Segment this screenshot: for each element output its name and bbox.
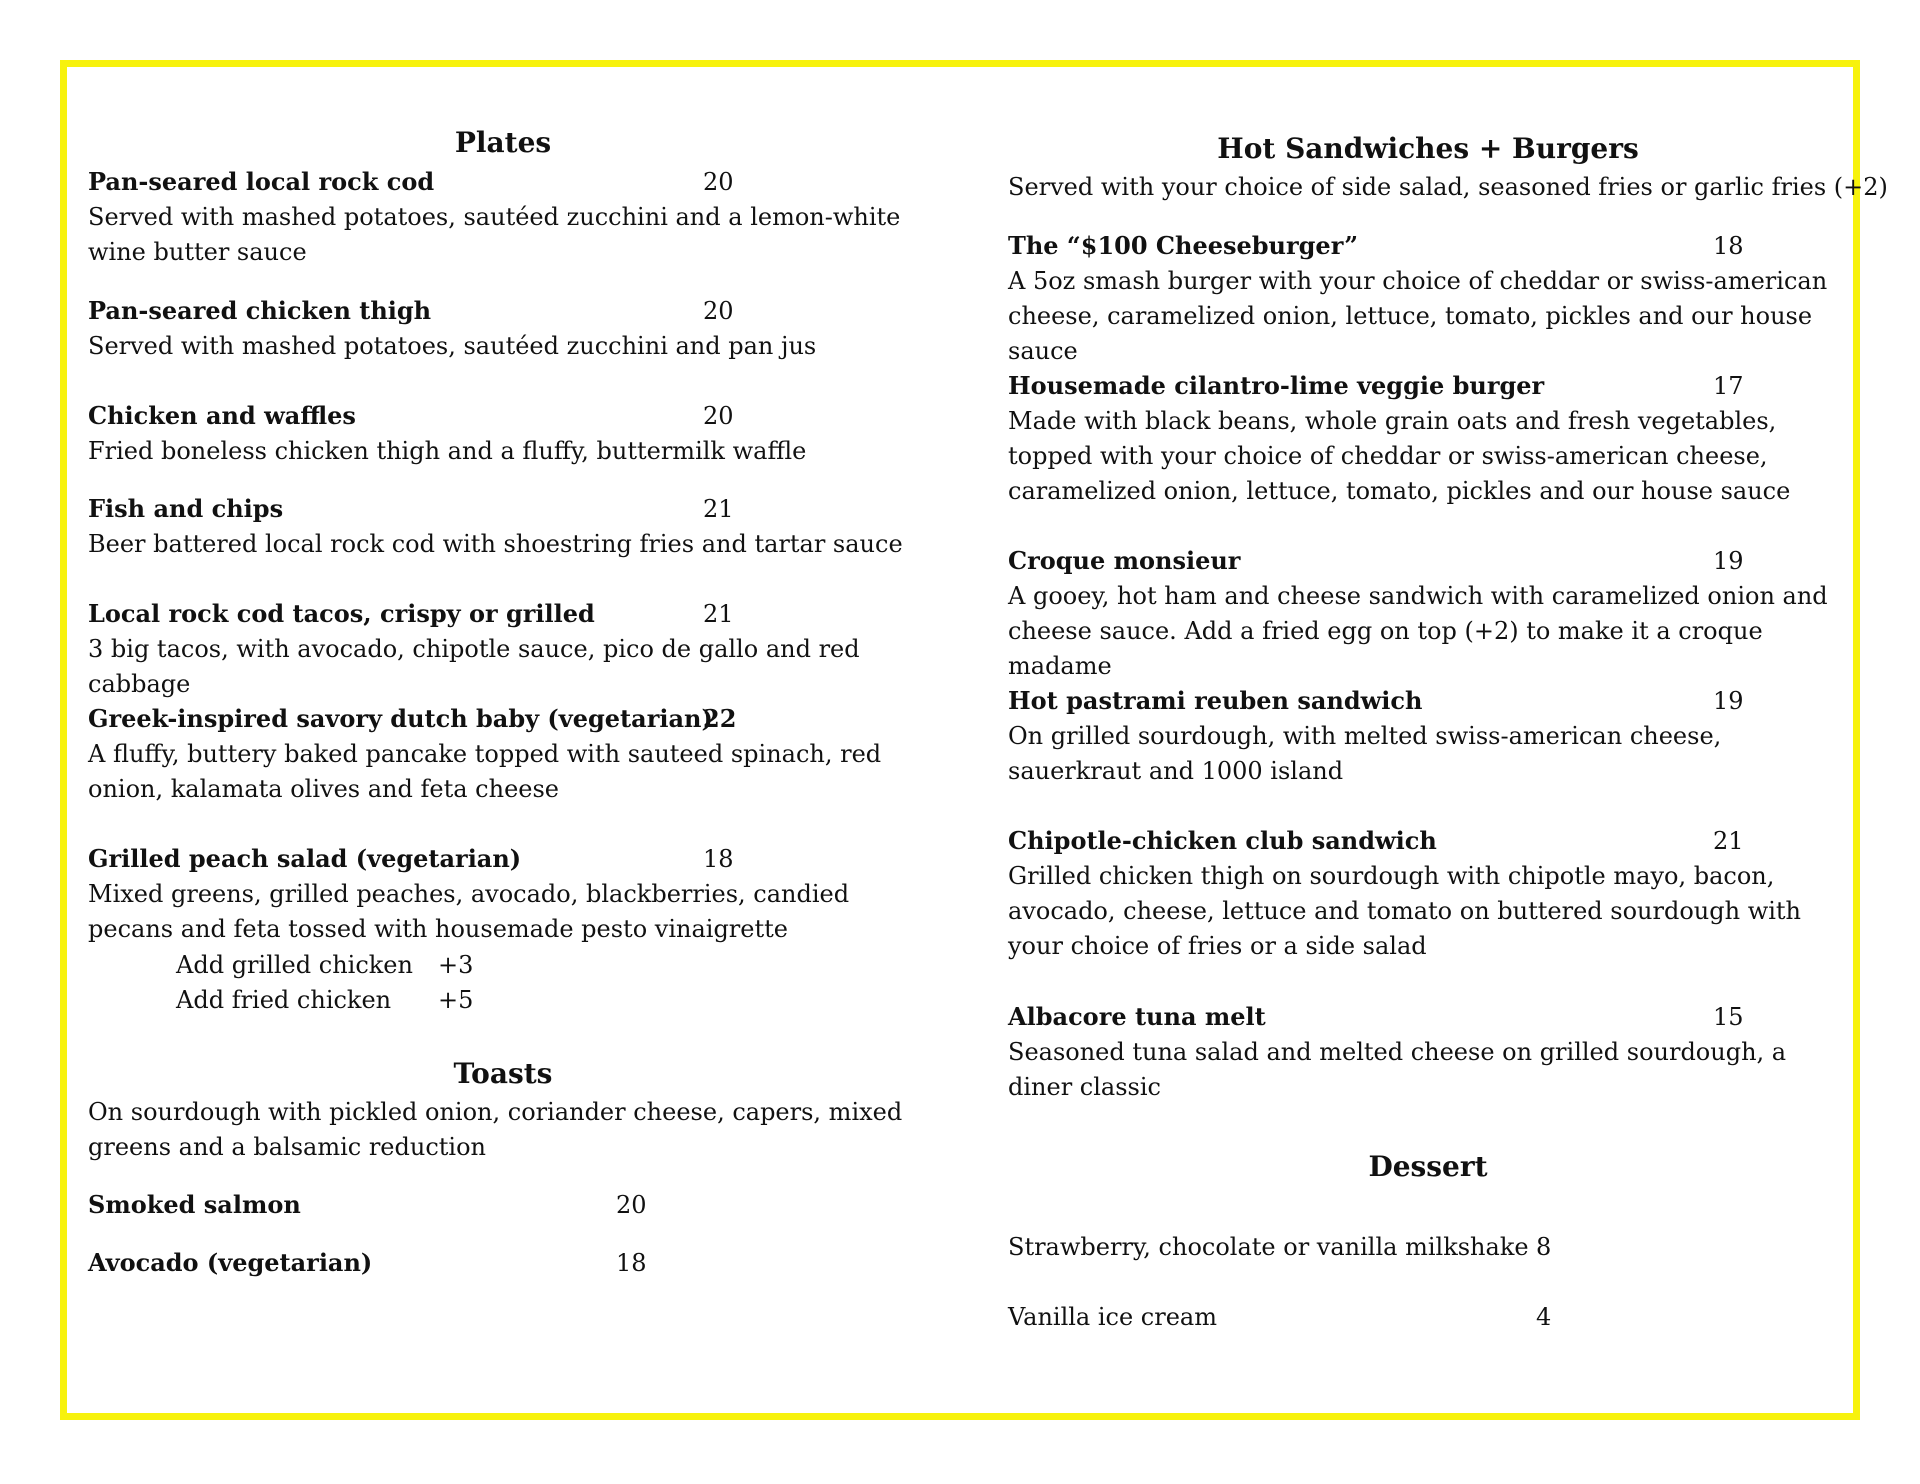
addon-label: Add fried chicken [176, 986, 392, 1014]
item-name: Chicken and waffles [88, 401, 356, 430]
item-price: 17 [1713, 372, 1744, 400]
item-name: Greek-inspired savory dutch baby (vegetarian) [88, 704, 713, 733]
item-name: Grilled peach salad (vegetarian) [88, 844, 522, 873]
toasts-subtitle: On sourdough with pickled onion, coriander cheese, capers, mixed greens and a balsamic reduction [88, 1098, 903, 1161]
item-name: The “$100 Cheeseburger” [1008, 231, 1359, 260]
addon-price: +5 [438, 986, 474, 1014]
item-name: Fish and chips [88, 494, 284, 523]
item-price: 18 [616, 1249, 647, 1277]
item-name: Hot pastrami reuben sandwich [1008, 686, 1423, 715]
item-name: Croque monsieur [1008, 546, 1241, 575]
addon-label: Add grilled chicken [176, 951, 413, 979]
item-price: 15 [1713, 1003, 1744, 1031]
sandwiches-title: Hot Sandwiches + Burgers [1217, 132, 1639, 165]
item-price: 18 [1713, 232, 1744, 260]
item-name: Avocado (vegetarian) [88, 1248, 373, 1277]
item-price: 20 [703, 402, 734, 430]
item-description: Fried boneless chicken thigh and a fluffy, buttermilk waffle [88, 437, 807, 465]
item-price: 21 [703, 495, 734, 523]
item-description: A 5oz smash burger with your choice of cheddar or swiss-american cheese, caramelized onion, lettuce, tomato, pickles and our house sauce [1008, 267, 1828, 365]
item-description: A gooey, hot ham and cheese sandwich with caramelized onion and cheese sauce. Add a fried egg on top (+2) to make it a croque madame [1008, 582, 1828, 680]
item-description: Made with black beans, whole grain oats and fresh vegetables, topped with your choice of cheddar or swiss-american cheese, caramelized onion, lettuce, tomato, pickles and our house sauce [1008, 407, 1791, 505]
item-name: Local rock cod tacos, crispy or grilled [88, 599, 595, 628]
item-description: Served with mashed potatoes, sautéed zucchini and pan jus [88, 332, 817, 360]
item-price: 18 [703, 845, 734, 873]
dessert-item-price: 8 [1536, 1233, 1552, 1261]
item-description: A fluffy, buttery baked pancake topped with sauteed spinach, red onion, kalamata olives and feta cheese [88, 740, 882, 803]
item-price: 21 [703, 600, 734, 628]
item-name: Pan-seared chicken thigh [88, 296, 432, 325]
item-name: Housemade cilantro-lime veggie burger [1008, 371, 1545, 400]
item-name: Albacore tuna melt [1008, 1002, 1266, 1031]
item-price: 20 [703, 297, 734, 325]
item-description: Beer battered local rock cod with shoestring fries and tartar sauce [88, 530, 903, 558]
item-description: Mixed greens, grilled peaches, avocado, blackberries, candied pecans and feta tossed with housemade pesto vinaigrette [88, 880, 850, 943]
item-description: Served with mashed potatoes, sautéed zucchini and a lemon-white wine butter sauce [88, 203, 901, 266]
dessert-title: Dessert [1368, 1150, 1488, 1183]
addon-price: +3 [438, 951, 474, 979]
item-price: 19 [1713, 547, 1744, 575]
item-price: 20 [703, 168, 734, 196]
item-description: Seasoned tuna salad and melted cheese on grilled sourdough, a diner classic [1008, 1038, 1787, 1101]
item-price: 21 [1713, 827, 1744, 855]
dessert-item-price: 4 [1536, 1303, 1552, 1331]
item-description: Grilled chicken thigh on sourdough with chipotle mayo, bacon, avocado, cheese, lettuce and tomato on buttered sourdough with your choice of fries or a side salad [1008, 862, 1802, 960]
plates-title: Plates [454, 126, 552, 159]
item-price: 22 [703, 704, 737, 733]
item-name: Pan-seared local rock cod [88, 167, 435, 196]
item-name: Smoked salmon [88, 1190, 301, 1219]
item-name: Chipotle-chicken club sandwich [1008, 826, 1437, 855]
toasts-title: Toasts [453, 1057, 553, 1090]
dessert-item-name: Vanilla ice cream [1008, 1303, 1217, 1331]
item-description: 3 big tacos, with avocado, chipotle sauce, pico de gallo and red cabbage [88, 635, 860, 698]
dessert-item-name: Strawberry, chocolate or vanilla milkshake [1008, 1233, 1529, 1261]
item-price: 19 [1713, 687, 1744, 715]
item-price: 20 [616, 1191, 647, 1219]
sandwiches-subtitle: Served with your choice of side salad, seasoned fries or garlic fries (+2) [1008, 173, 1888, 201]
item-description: On grilled sourdough, with melted swiss-american cheese, sauerkraut and 1000 island [1008, 722, 1722, 785]
